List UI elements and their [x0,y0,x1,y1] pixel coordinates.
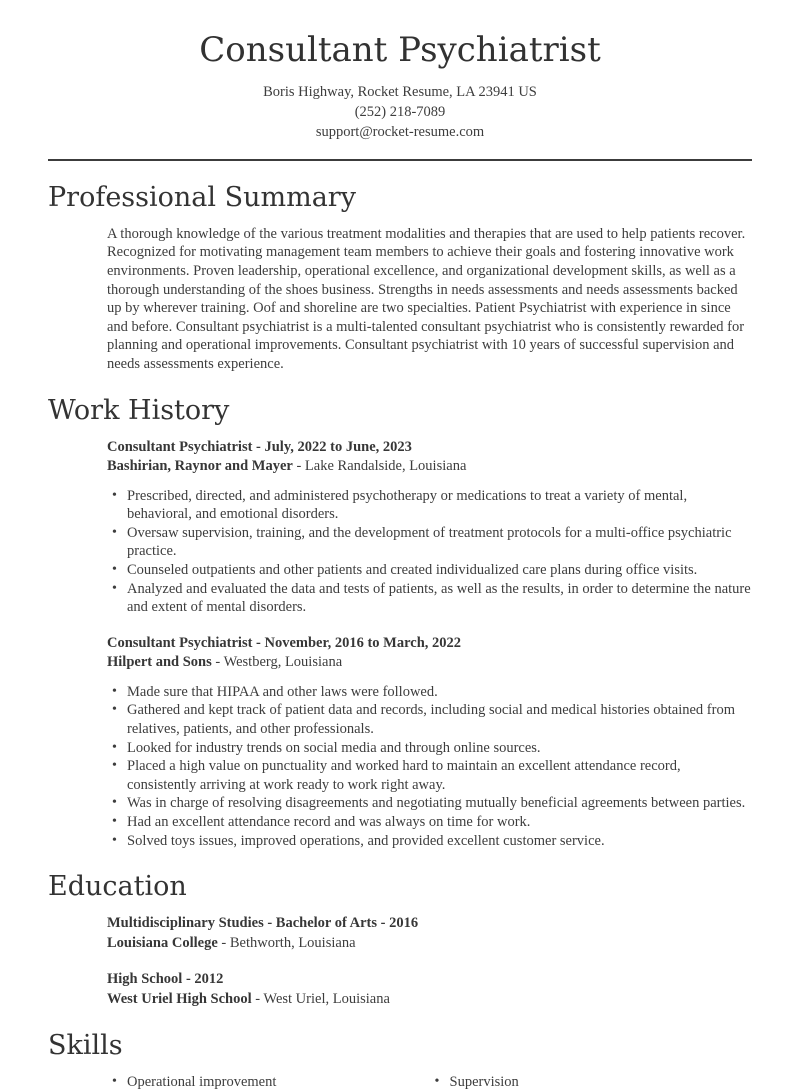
header-divider [48,159,752,161]
summary-paragraph: A thorough knowledge of the various treatment modalities and therapies that are used to help patients recover. Recognized for motivating management team members to achieve their goals and fostering innovative work environments. Proven leadership, operational excellence, and organizational development skills, as well as a thorough understanding of the shoes business. Strengths in needs assessments and needs assessments backed up by wherever training. Oof and shoreline are two specialties. Patient Psychiatrist with experience in since and before. Consultant psychiatrist is a multi-talented consultant psychiatrist who is consistently rewarded for planning and operational improvements. Consultant psychiatrist with 10 years of successful supervision and needs assessments experience. [107,225,746,372]
job-bullet: • Solved toys issues, improved operations, and provided excellent customer service. [107,832,752,851]
job-company-line [107,457,752,477]
education-degree: High School - 2012 [107,971,224,988]
job-bullet: • Had an excellent attendance record and was always on time for work. [107,813,752,832]
education-location: - West Uriel, Louisiana [251,990,390,1007]
section-professional-summary [48,182,752,374]
job-bullet-list [107,683,752,850]
skill-item: • Supervision [430,1073,753,1092]
job-bullet: • Was in charge of resolving disagreements and negotiating mutually beneficial agreements between parties. [107,794,752,813]
job-bullet: • Made sure that HIPAA and other laws were followed. [107,683,752,702]
job-company-line [107,653,752,673]
education-degree-line [107,914,752,934]
job-bullet: • Prescribed, directed, and administered psychotherapy or medications to treat a variety of mental, behavioral, and emotional disorders. [107,487,752,524]
section-title-skills: Skills [48,1030,123,1062]
education-school-line [107,934,752,954]
contact-address: Boris Highway, Rocket Resume, LA 23941 US [263,83,537,100]
section-title-education: Education [48,871,187,903]
education-entry [107,914,752,953]
resume-header [48,30,752,142]
education-entry [107,970,752,1009]
page-title: Consultant Psychiatrist [199,30,601,70]
job-bullet: • Placed a high value on punctuality and worked hard to maintain an excellent attendance record, consistently arriving at work ready to work right away. [107,757,752,794]
job-company: Bashirian, Raynor and Mayer [107,458,293,475]
job-bullet: • Counseled outpatients and other patients and created individualized care plans during office visits. [107,561,752,580]
section-title-professional-summary: Professional Summary [48,181,356,213]
job-title-dates: Consultant Psychiatrist - July, 2022 to June, 2023 [107,438,412,455]
education-school: Louisiana College [107,934,218,951]
education-degree: Multidisciplinary Studies - Bachelor of Arts - 2016 [107,915,419,932]
job-bullet: • Analyzed and evaluated the data and tests of patients, as well as the results, in order to determine the nature and extent of mental disorders. [107,580,752,617]
section-education [48,871,752,1009]
job-entry [107,438,752,617]
skills-list [107,1073,752,1092]
education-school: West Uriel High School [107,990,252,1007]
job-location: - Lake Randalside, Louisiana [292,458,467,475]
job-entry [107,634,752,850]
education-location: - Bethworth, Louisiana [217,934,356,951]
section-work-history [48,395,752,851]
job-title-line [107,438,752,458]
education-school-line [107,990,752,1010]
section-title-work-history: Work History [48,394,230,426]
job-bullet-list [107,487,752,617]
contact-phone: (252) 218-7089 [354,103,446,120]
job-title-dates: Consultant Psychiatrist - November, 2016 to March, 2022 [107,634,462,651]
job-location: - Westberg, Louisiana [211,654,343,671]
job-company: Hilpert and Sons [107,654,212,671]
job-bullet: • Looked for industry trends on social media and through online sources. [107,739,752,758]
job-bullet: • Gathered and kept track of patient data and records, including social and medical histories obtained from relatives, patients, and other professionals. [107,701,752,738]
skill-item: • Operational improvement [107,1073,430,1092]
job-title-line [107,634,752,654]
job-bullet: • Oversaw supervision, training, and the development of treatment protocols for a multi-office psychiatric practice. [107,524,752,561]
contact-email: support@rocket-resume.com [315,123,485,140]
education-degree-line [107,970,752,990]
section-skills [48,1030,752,1092]
